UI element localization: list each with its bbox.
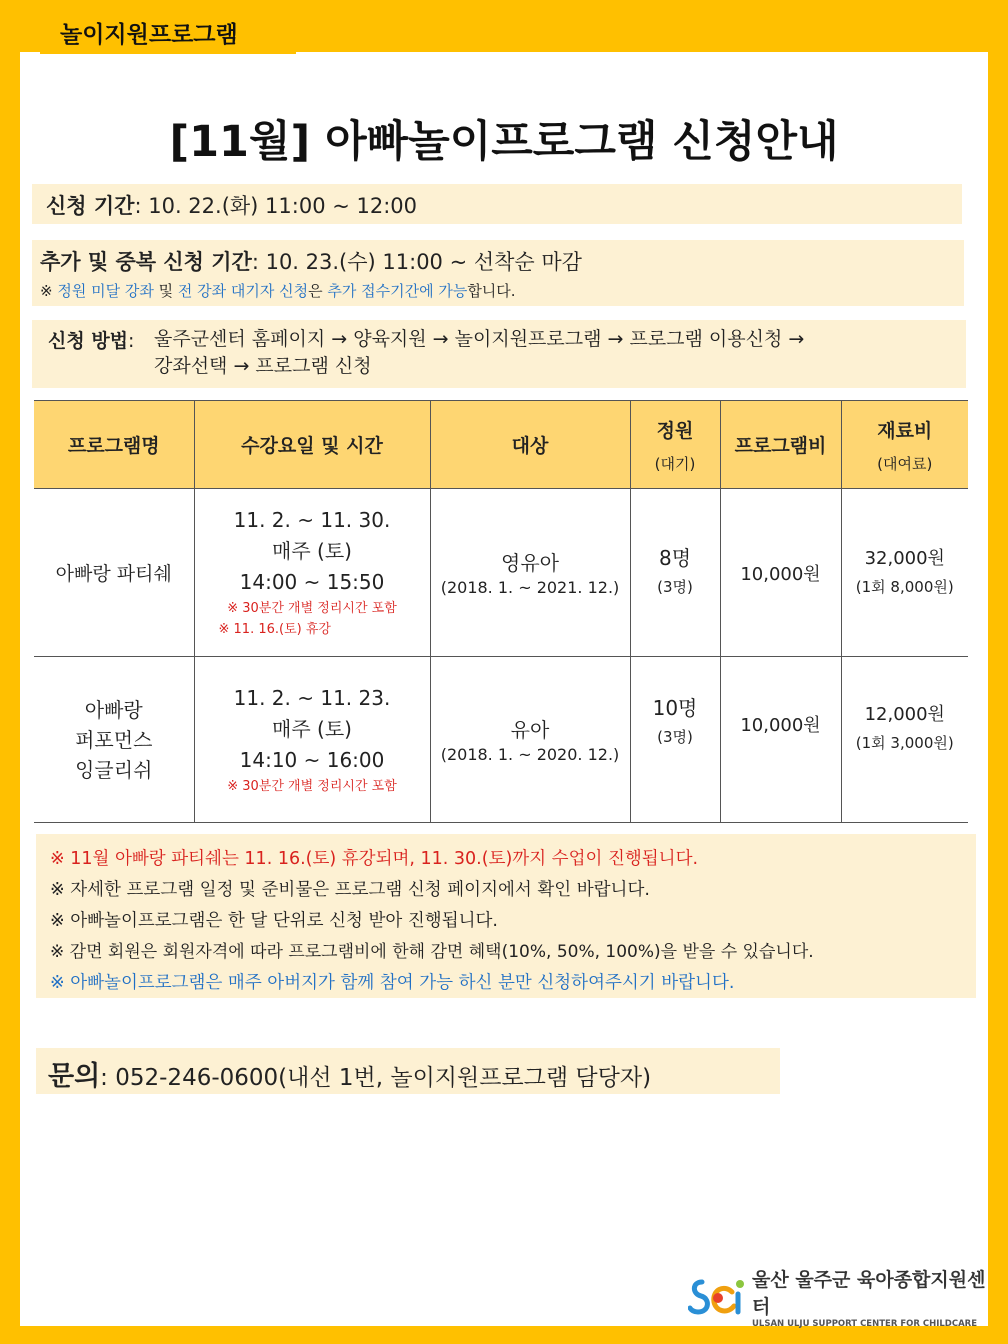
header-fee: 프로그램비 bbox=[720, 401, 841, 489]
program-target bbox=[430, 657, 630, 823]
program-name: 아빠랑 파티쉐 bbox=[34, 489, 194, 657]
extra-note bbox=[40, 280, 964, 301]
program-schedule bbox=[194, 657, 430, 823]
application-period bbox=[32, 184, 962, 224]
center-logo-icon bbox=[688, 1272, 746, 1322]
schedule-note: ※ 30분간 개별 정리시간 포함 bbox=[227, 778, 397, 794]
note-part: 정원 미달 강좌 bbox=[57, 282, 154, 300]
page-title: [11월] 아빠놀이프로그램 신청안내 bbox=[169, 117, 839, 167]
header-capacity-label: 정원 bbox=[656, 419, 694, 442]
note-part: 합니다. bbox=[467, 282, 516, 300]
center-name-en: ULSAN ULJU SUPPORT CENTER FOR CHILDCARE bbox=[752, 1319, 978, 1329]
target-range: (2018. 1. ~ 2020. 12.) bbox=[440, 745, 620, 764]
method-line-1: 울주군센터 홈페이지 → 양육지원 → 놀이지원프로그램 → 프로그램 이용신청 → bbox=[154, 328, 805, 350]
schedule-time: 14:00 ~ 15:50 bbox=[239, 570, 385, 594]
waitlist-value: (3명) bbox=[657, 578, 693, 596]
material-sub: (1회 8,000원) bbox=[855, 577, 954, 596]
capacity-value: 10명 bbox=[652, 696, 698, 720]
center-logo bbox=[688, 1269, 988, 1329]
program-name-line: 아빠랑 bbox=[84, 697, 143, 722]
program-schedule bbox=[194, 489, 430, 657]
header-capacity bbox=[630, 401, 720, 489]
header-material-label: 재료비 bbox=[877, 419, 933, 442]
application-method bbox=[32, 320, 966, 388]
schedule-dates: 11. 2. ~ 11. 23. bbox=[233, 685, 391, 710]
target-label: 영유아 bbox=[501, 551, 559, 575]
table-row bbox=[34, 489, 968, 657]
period-value: : 10. 22.(화) 11:00 ~ 12:00 bbox=[134, 194, 418, 218]
table-row bbox=[34, 657, 968, 823]
schedule-note: ※ 30분간 개별 정리시간 포함 bbox=[227, 601, 397, 616]
schedule-day: 매주 (토) bbox=[272, 716, 352, 741]
table-header-row bbox=[34, 401, 968, 489]
schedule-dates: 11. 2. ~ 11. 30. bbox=[233, 508, 391, 532]
schedule-day: 매주 (토) bbox=[272, 539, 352, 563]
header-name: 프로그램명 bbox=[34, 401, 194, 489]
note-part: 전 강좌 대기자 신청 bbox=[177, 282, 309, 300]
target-label: 유아 bbox=[510, 718, 550, 742]
material-sub: (1회 3,000원) bbox=[855, 734, 954, 752]
notice-item: ※ 11월 아빠랑 파티쉐는 11. 16.(토) 휴강되며, 11. 30.(토)까지 수업이 진행됩니다. bbox=[50, 849, 699, 869]
header-capacity-sub: (대기) bbox=[654, 454, 696, 473]
category-tag: 놀이지원프로그램 bbox=[40, 10, 296, 54]
notice-item: ※ 아빠놀이프로그램은 매주 아버지가 함께 참여 가능 하신 분만 신청하여주시기 바랍니다. bbox=[50, 973, 735, 993]
notice-item: ※ 감면 회원은 회원자격에 따라 프로그램비에 한해 감면 혜택(10%, 50%, 100%)을 받을 수 있습니다. bbox=[50, 942, 814, 962]
extra-value: : 10. 23.(수) 11:00 ~ 선착순 마감 bbox=[251, 250, 582, 274]
program-fee: 10,000원 bbox=[720, 657, 841, 823]
waitlist-value: (3명) bbox=[657, 728, 693, 746]
method-colon: : bbox=[128, 330, 135, 352]
program-material bbox=[841, 489, 968, 657]
program-capacity bbox=[630, 657, 720, 823]
method-line-2: 강좌선택 → 프로그램 신청 bbox=[154, 355, 372, 377]
program-capacity bbox=[630, 489, 720, 657]
capacity-value: 8명 bbox=[658, 546, 692, 570]
target-range: (2018. 1. ~ 2021. 12.) bbox=[440, 578, 620, 597]
note-part: 추가 접수기간에 가능 bbox=[327, 282, 468, 300]
period-label: 신청 기간 bbox=[46, 194, 135, 218]
method-label: 신청 방법 bbox=[48, 330, 129, 352]
note-part: 및 bbox=[153, 282, 178, 300]
notice-list bbox=[36, 834, 976, 998]
contact-label: 문의 bbox=[48, 1061, 101, 1092]
program-name-line: 퍼포먼스 bbox=[75, 727, 153, 752]
notice-item: ※ 아빠놀이프로그램은 한 달 단위로 신청 받아 진행됩니다. bbox=[50, 911, 498, 931]
schedule-note: ※ 11. 16.(토) 휴강 bbox=[218, 622, 331, 637]
header-material bbox=[841, 401, 968, 489]
material-value: 12,000원 bbox=[864, 704, 945, 725]
header-target: 대상 bbox=[430, 401, 630, 489]
note-part: 은 bbox=[308, 282, 328, 300]
center-name-ko: 울산 울주군 육아종합지원센터 bbox=[752, 1269, 986, 1318]
program-table bbox=[34, 400, 968, 823]
note-prefix: ※ bbox=[40, 282, 58, 300]
header-material-sub: (대여료) bbox=[877, 454, 933, 473]
program-material bbox=[841, 657, 968, 823]
program-fee: 10,000원 bbox=[720, 489, 841, 657]
notice-item: ※ 자세한 프로그램 일정 및 준비물은 프로그램 신청 페이지에서 확인 바랍니다. bbox=[50, 880, 650, 900]
extra-label: 추가 및 중복 신청 기간 bbox=[40, 250, 252, 274]
program-name bbox=[34, 657, 194, 823]
program-name-line: 잉글리쉬 bbox=[75, 757, 153, 782]
extra-period bbox=[32, 240, 964, 306]
contact-info bbox=[36, 1048, 780, 1094]
program-target bbox=[430, 489, 630, 657]
schedule-time: 14:10 ~ 16:00 bbox=[239, 747, 385, 772]
material-value: 32,000원 bbox=[864, 547, 945, 569]
header-schedule: 수강요일 및 시간 bbox=[194, 401, 430, 489]
contact-value: : 052-246-0600(내선 1번, 놀이지원프로그램 담당자) bbox=[100, 1065, 652, 1091]
